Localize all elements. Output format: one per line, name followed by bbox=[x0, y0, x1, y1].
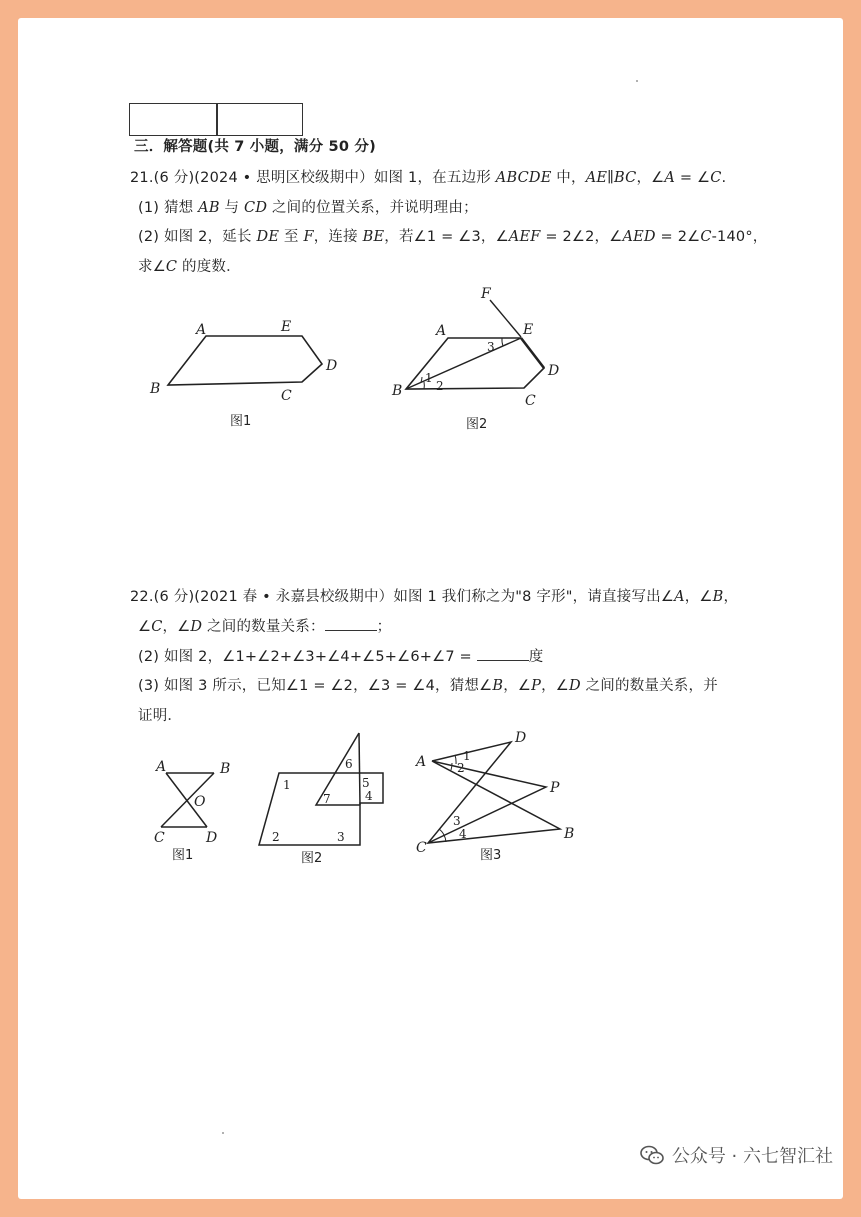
fig2-label-3: 3 bbox=[487, 340, 495, 354]
q21-part2: (2) 如图 2，延长 DE 至 F，连接 BE，若∠1 = ∠3，∠AEF = 2∠2，∠AED = 2∠C-140°， bbox=[138, 229, 768, 245]
q22-fig2-label-3: 3 bbox=[337, 830, 345, 844]
q22-fig2-label-6: 6 bbox=[345, 757, 353, 771]
fig2-label-e: E bbox=[523, 322, 534, 338]
q22-fig2-label-5: 5 bbox=[362, 776, 370, 790]
fig2-label-d: D bbox=[548, 363, 560, 379]
fig2-label-a: A bbox=[436, 323, 447, 339]
fig2-label-b: B bbox=[392, 383, 403, 399]
q22-fig3-label-2: 2 bbox=[457, 761, 465, 775]
q22-fig3-label-1: 1 bbox=[463, 749, 471, 763]
q22-fig1-caption: 图1 bbox=[172, 848, 194, 863]
q22-fig1-label-b: B bbox=[220, 761, 231, 777]
q22-fig2-label-1: 1 bbox=[283, 778, 291, 792]
q22-figure-1 bbox=[146, 753, 231, 863]
q22-fig3-label-b: B bbox=[564, 826, 575, 842]
q22-stem: 22.(6 分)(2021 春 • 永嘉县校级期中）如图 1 我们称之为"8 字形"，请直接写出∠A，∠B， bbox=[130, 589, 739, 605]
q22-answer-blank-2[interactable] bbox=[477, 646, 529, 661]
q22-fig3-label-p: P bbox=[550, 780, 560, 796]
wechat-icon bbox=[640, 1145, 664, 1165]
q22-fig1-label-o: O bbox=[194, 794, 206, 810]
q22-answer-blank-1[interactable] bbox=[325, 616, 377, 631]
q22-line2: ∠C，∠D 之间的数量关系： ； bbox=[138, 616, 391, 637]
q22-fig3-label-c: C bbox=[416, 840, 427, 856]
q21-figure-1 bbox=[138, 308, 338, 438]
score-table bbox=[129, 103, 303, 136]
q22-fig1-label-c: C bbox=[154, 830, 165, 846]
fig2-label-1: 1 bbox=[425, 371, 433, 385]
q21-part1: (1) 猜想 AB 与 CD 之间的位置关系，并说明理由； bbox=[138, 200, 478, 216]
q22-figure-2 bbox=[253, 723, 393, 868]
fig2-label-c: C bbox=[525, 393, 536, 409]
watermark-text: 公众号 · 六七智汇社 bbox=[671, 1146, 833, 1167]
fig1-label-e: E bbox=[281, 319, 292, 335]
fig2-caption: 图2 bbox=[466, 417, 488, 432]
q22-figure-3 bbox=[408, 728, 598, 868]
q22-fig2-label-2: 2 bbox=[272, 830, 280, 844]
q22-fig3-label-4: 4 bbox=[459, 827, 467, 841]
q21-part3: 求∠C 的度数． bbox=[138, 259, 241, 275]
fig2-label-2: 2 bbox=[436, 379, 444, 393]
q22-fig3-caption: 图3 bbox=[480, 848, 502, 863]
watermark bbox=[640, 1142, 833, 1168]
q21-figure-2 bbox=[388, 278, 598, 443]
q22-part3: (3) 如图 3 所示，已知∠1 = ∠2，∠3 = ∠4，猜想∠B，∠P，∠D 之间的数量关系，并 bbox=[138, 678, 718, 694]
q22-fig1-label-a: A bbox=[156, 759, 167, 775]
q22-fig2-caption: 图2 bbox=[301, 851, 323, 866]
q22-part3-cont: 证明． bbox=[138, 708, 183, 724]
section-title: 三．解答题(共 7 小题，满分 50 分) bbox=[134, 139, 376, 155]
fig1-label-b: B bbox=[150, 381, 161, 397]
fig1-caption: 图1 bbox=[230, 414, 252, 429]
q22-part2: (2) 如图 2，∠1+∠2+∠3+∠4+∠5+∠6+∠7 = 度 bbox=[138, 646, 543, 667]
q22-fig3-label-a: A bbox=[416, 754, 427, 770]
fig1-label-d: D bbox=[326, 358, 338, 374]
fig1-label-a: A bbox=[196, 322, 207, 338]
q22-fig1-label-d: D bbox=[206, 830, 218, 846]
fig2-label-f: F bbox=[481, 286, 491, 302]
fig1-label-c: C bbox=[281, 388, 292, 404]
q22-fig3-label-3: 3 bbox=[453, 814, 461, 828]
q22-fig3-label-d: D bbox=[515, 730, 527, 746]
page bbox=[18, 18, 843, 1199]
q22-fig2-label-4: 4 bbox=[365, 789, 373, 803]
q21-stem: 21.(6 分)(2024 • 思明区校级期中）如图 1，在五边形 ABCDE 中，AE∥BC，∠A = ∠C. bbox=[130, 170, 727, 186]
q22-fig2-label-7: 7 bbox=[323, 792, 331, 806]
